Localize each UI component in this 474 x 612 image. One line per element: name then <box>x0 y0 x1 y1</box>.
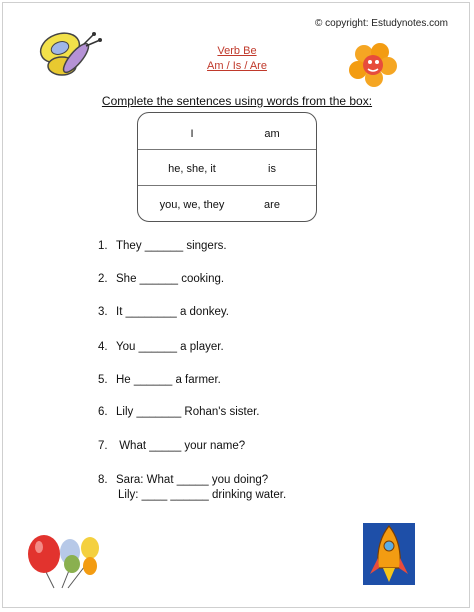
item-number: 8. <box>98 474 108 486</box>
list-item <box>98 474 358 501</box>
item-number: 3. <box>98 306 108 318</box>
item-number: 4. <box>98 341 108 353</box>
balloons-icon <box>24 528 104 590</box>
item-number: 5. <box>98 374 108 386</box>
item-number: 7. <box>98 440 108 452</box>
list-item <box>98 306 358 318</box>
page-frame <box>2 2 470 608</box>
word-box <box>137 112 317 222</box>
sentence-text: Lily _______ Rohan's sister. <box>116 406 260 418</box>
copyright-text: © copyright: Estudynotes.com <box>315 18 448 29</box>
list-item <box>98 341 358 353</box>
list-item <box>98 273 358 285</box>
sentence-text: You ______ a player. <box>116 341 224 353</box>
item-number: 1. <box>98 240 108 252</box>
sentence-text: What _____ your name? <box>116 440 246 452</box>
subject-cell: I <box>190 128 194 140</box>
list-item <box>98 374 358 386</box>
verb-cell: am <box>264 128 280 140</box>
verb-cell: are <box>264 199 280 211</box>
sentence-text: It ________ a donkey. <box>116 306 229 318</box>
sentence-text: He ______ a farmer. <box>116 374 221 386</box>
word-box-row <box>138 150 316 186</box>
list-item <box>98 406 358 418</box>
worksheet-title <box>0 44 474 74</box>
instruction-text: Complete the sentences using words from the box: <box>101 94 373 108</box>
sentence-text: Sara: What _____ you doing? <box>116 474 269 486</box>
rocket-icon <box>362 522 416 586</box>
sentence-text: She ______ cooking. <box>116 273 225 285</box>
sentence-text: They ______ singers. <box>116 240 227 252</box>
word-box-row <box>138 186 316 222</box>
word-box-row <box>138 115 316 151</box>
title-line-am-is-are: Am / Is / Are <box>207 60 267 72</box>
list-item <box>98 440 358 452</box>
subject-cell: he, she, it <box>168 163 216 175</box>
item-number: 2. <box>98 273 108 285</box>
verb-cell: is <box>268 163 276 175</box>
sentence-subline: Lily: ____ ______ drinking water. <box>118 489 287 501</box>
title-line-verb-be: Verb Be <box>217 45 257 57</box>
item-number: 6. <box>98 406 108 418</box>
list-item <box>98 240 358 252</box>
subject-cell: you, we, they <box>159 199 225 211</box>
